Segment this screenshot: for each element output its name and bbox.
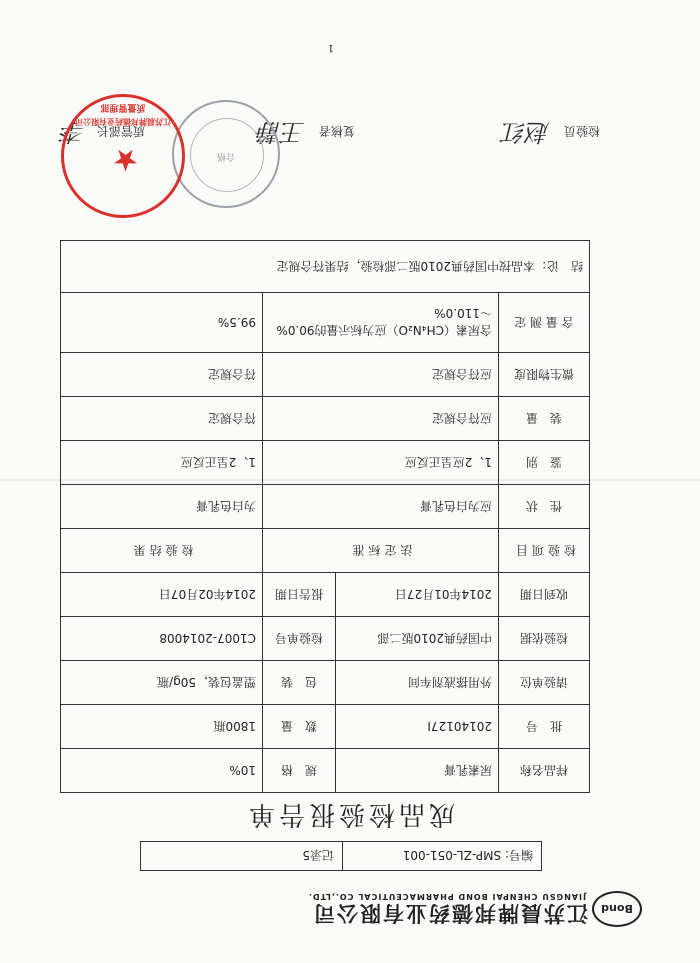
test-standard: 应为白色乳膏 xyxy=(263,485,499,529)
cell-value: 中国药典2010版二部 xyxy=(336,617,499,661)
doc-record: 记录5 xyxy=(302,848,334,863)
cell-label: 检验单号 xyxy=(263,617,336,661)
cell-value: 尿素乳膏 xyxy=(336,749,499,793)
doc-info-box xyxy=(140,841,542,871)
table-row xyxy=(61,353,590,397)
qa-signature: 李 xyxy=(61,118,85,146)
test-item: 性 状 xyxy=(499,485,590,529)
gray-stamp-text: 合格 xyxy=(217,151,236,161)
paper-fold-line xyxy=(0,479,700,481)
table-row xyxy=(61,441,590,485)
test-standard: 1、2应呈正反应 xyxy=(263,441,499,485)
inspector-label: 检验员 xyxy=(563,124,600,138)
test-result: 99.5% xyxy=(61,293,263,353)
cell-label: 包 装 xyxy=(263,661,336,705)
table-row xyxy=(61,661,590,705)
header-item: 检验项目 xyxy=(499,529,590,573)
table-row xyxy=(61,617,590,661)
gray-stamp xyxy=(172,100,280,208)
cell-value: 塑盖包装，50g/瓶 xyxy=(61,661,263,705)
cell-value: 2014年01月27日 xyxy=(336,573,499,617)
page-number: 1 xyxy=(327,42,334,53)
cell-value: 1800瓶 xyxy=(61,705,263,749)
cell-label: 样品名称 xyxy=(499,749,590,793)
test-standard: 应符合规定 xyxy=(263,353,499,397)
table-row xyxy=(61,573,590,617)
test-standard: 应符合规定 xyxy=(263,397,499,441)
test-item: 装 量 xyxy=(499,397,590,441)
red-company-stamp xyxy=(61,94,185,218)
table-row xyxy=(61,705,590,749)
test-item: 鉴 别 xyxy=(499,441,590,485)
table-header-row xyxy=(61,529,590,573)
header-standard: 法定标准 xyxy=(263,529,499,573)
cell-value: C1007-2014008 xyxy=(61,617,263,661)
test-result: 为白色乳膏 xyxy=(61,485,263,529)
test-result: 符合规定 xyxy=(61,353,263,397)
stamp-dept-text: 质量管理部 xyxy=(100,102,146,112)
page-title: 成品检验报告单 xyxy=(245,799,456,829)
doc-number: 编号: SMP-ZL-051-001 xyxy=(342,842,541,870)
cell-label: 批 号 xyxy=(499,705,590,749)
report-table xyxy=(60,240,590,793)
cell-label: 收到日期 xyxy=(499,573,590,617)
test-result: 1、2呈正反应 xyxy=(61,441,263,485)
header-result: 检验结果 xyxy=(61,529,263,573)
test-item: 微生物限度 xyxy=(499,353,590,397)
table-row xyxy=(61,485,590,529)
cell-value: 20140127I xyxy=(336,705,499,749)
test-item: 含 量 测 定 xyxy=(499,293,590,353)
stamp-ring-text: 江苏晨牌邦德药业有限公司 xyxy=(75,117,171,126)
bond-logo-icon: Bond xyxy=(592,891,642,927)
conclusion-row xyxy=(61,241,590,293)
star-icon: ★ xyxy=(112,142,139,177)
cell-label: 请验单位 xyxy=(499,661,590,705)
cell-label: 规 格 xyxy=(263,749,336,793)
company-name-en: JIANGSU CHENPAI BOND PHARMACEUTICAL CO.,LTD. xyxy=(307,892,586,901)
conclusion-text: 结 论：本品按中国药典2010版二部检验，结果符合规定 xyxy=(61,241,590,293)
cell-label: 检验依据 xyxy=(499,617,590,661)
table-row xyxy=(61,749,590,793)
table-row xyxy=(61,293,590,353)
checker-label: 复核者 xyxy=(318,124,355,138)
cell-label: 报告日期 xyxy=(263,573,336,617)
table-row xyxy=(61,397,590,441)
cell-value: 外用搽液剂车间 xyxy=(336,661,499,705)
cell-value: 10% xyxy=(61,749,263,793)
company-header xyxy=(42,881,642,931)
company-name-cn: 江苏晨牌邦德药业有限公司 xyxy=(312,901,588,925)
inspector-signature: 赵红 xyxy=(502,118,550,146)
test-result: 符合规定 xyxy=(61,397,263,441)
cell-label: 数 量 xyxy=(263,705,336,749)
qa-label: 质管部长 xyxy=(96,124,145,138)
checker-signature: 王静 xyxy=(257,118,305,146)
cell-value: 2014年02月07日 xyxy=(61,573,263,617)
test-standard: 含尿素（CH₄N₂O）应为标示量的90.0%～110.0% xyxy=(263,293,499,353)
